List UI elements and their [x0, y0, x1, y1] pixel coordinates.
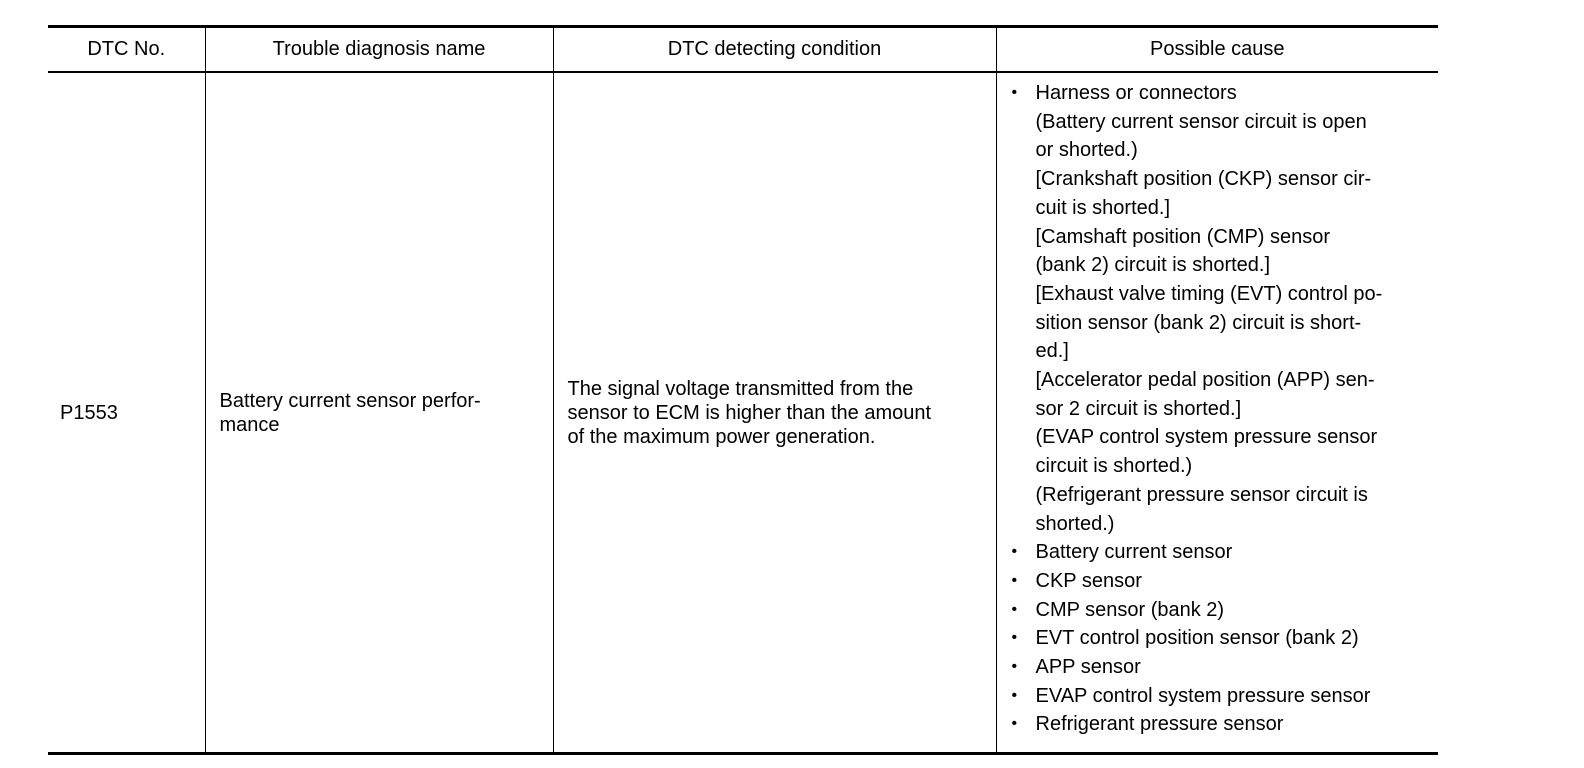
cause-detail-line: sition sensor (bank 2) circuit is short-	[1035, 311, 1362, 334]
condition-line: The signal voltage transmitted from the	[567, 377, 914, 400]
cause-detail-line: (EVAP control system pressure sensor	[1035, 426, 1378, 449]
table-row	[48, 72, 1438, 754]
possible-cause-cell	[996, 72, 1438, 754]
cause-detail-line: [Exhaust valve timing (EVT) control po-	[1035, 282, 1383, 305]
cause-bullet: • APP sensor	[1011, 653, 1431, 682]
cause-detail-line: [Accelerator pedal position (APP) sen-	[1035, 369, 1375, 392]
header-detecting-condition: DTC detecting condition	[553, 27, 996, 73]
cause-detail-line: cuit is shorted.]	[1035, 196, 1171, 219]
detecting-condition-cell	[553, 72, 996, 754]
dtc-code: P1553	[60, 401, 118, 424]
cause-detail-line: sor 2 circuit is shorted.]	[1035, 397, 1242, 420]
cause-bullet: • Battery current sensor	[1011, 538, 1431, 567]
trouble-name-cell	[205, 72, 553, 754]
cause-bullet: • Refrigerant pressure sensor	[1011, 710, 1431, 739]
dtc-table	[48, 25, 1438, 755]
cause-detail-line: (Battery current sensor circuit is open	[1035, 110, 1367, 133]
header-possible-cause: Possible cause	[996, 27, 1438, 73]
trouble-name-line: Battery current sensor perfor-	[219, 389, 481, 412]
cause-bullet-harness: • Harness or connectors	[1011, 79, 1431, 108]
cause-bullet: • CKP sensor	[1011, 567, 1431, 596]
condition-line: of the maximum power generation.	[567, 425, 876, 448]
dtc-code-cell	[48, 72, 205, 754]
header-dtc-no: DTC No.	[48, 27, 205, 73]
cause-bullet: • EVAP control system pressure sensor	[1011, 682, 1431, 711]
cause-bullet: • CMP sensor (bank 2)	[1011, 596, 1431, 625]
header-trouble-name: Trouble diagnosis name	[205, 27, 553, 73]
cause-detail-line: shorted.)	[1035, 512, 1115, 535]
cause-detail-line: [Camshaft position (CMP) sensor	[1035, 225, 1331, 248]
cause-bullet: • EVT control position sensor (bank 2)	[1011, 624, 1431, 653]
condition-line: sensor to ECM is higher than the amount	[567, 401, 932, 424]
cause-detail-line: ed.]	[1035, 340, 1069, 363]
table-header	[48, 27, 1438, 73]
cause-detail-line: (Refrigerant pressure sensor circuit is	[1035, 483, 1368, 506]
trouble-name-line: mance	[219, 413, 280, 436]
table-body	[48, 72, 1438, 754]
header-row	[48, 27, 1438, 73]
cause-detail-line: [Crankshaft position (CKP) sensor cir-	[1035, 168, 1372, 191]
cause-detail-line: (bank 2) circuit is shorted.]	[1035, 254, 1271, 277]
cause-detail-line: or shorted.)	[1035, 139, 1138, 162]
cause-detail-line: circuit is shorted.)	[1035, 455, 1193, 478]
